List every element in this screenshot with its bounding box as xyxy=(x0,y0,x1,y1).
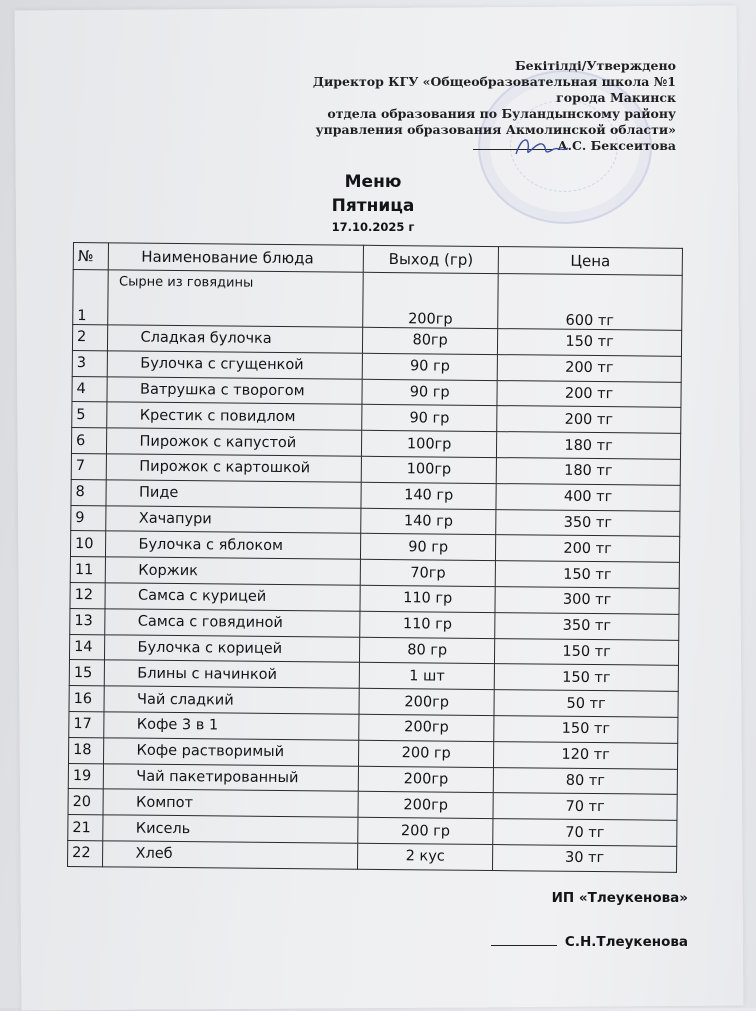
row-output: 100гр xyxy=(361,456,496,483)
row-price: 350 тг xyxy=(496,509,680,537)
row-price: 400 тг xyxy=(496,483,680,511)
row-dish-name: Сырне из говядины xyxy=(108,270,363,327)
row-price: 150 тг xyxy=(494,716,678,744)
row-number: 16 xyxy=(69,686,105,712)
row-number: 1 xyxy=(73,270,109,325)
row-output: 200гр xyxy=(359,714,494,741)
menu-day: Пятница xyxy=(331,196,415,216)
row-dish-name: Сладкая булочка xyxy=(108,325,363,353)
row-output: 200гр xyxy=(358,792,493,819)
approval-administration: управления образования Акмолинской области» xyxy=(315,122,676,137)
row-dish-name: Кисель xyxy=(103,815,358,843)
row-number: 14 xyxy=(69,634,105,660)
row-dish-name: Коржик xyxy=(106,557,361,585)
row-output: 80гр xyxy=(363,327,498,354)
row-number: 13 xyxy=(70,608,106,634)
row-output: 90 гр xyxy=(362,405,497,432)
row-price: 200 тг xyxy=(497,380,681,408)
row-price: 200 тг xyxy=(495,535,679,563)
approval-block xyxy=(256,58,676,154)
table-row xyxy=(73,270,682,331)
row-output: 110 гр xyxy=(360,585,495,612)
row-output: 90 гр xyxy=(362,379,497,406)
row-dish-name: Ватрушка с творогом xyxy=(107,376,362,404)
row-number: 5 xyxy=(72,402,108,428)
row-dish-name: Хачапури xyxy=(106,505,361,533)
row-number: 9 xyxy=(71,505,107,531)
row-output: 200гр xyxy=(363,272,498,328)
row-price: 600 тг xyxy=(498,274,683,331)
row-dish-name: Чай пакетированный xyxy=(104,763,359,791)
row-dish-name: Самса с говядиной xyxy=(105,609,360,637)
row-output: 200 гр xyxy=(358,817,493,844)
header-number: № xyxy=(73,243,109,270)
row-number: 8 xyxy=(71,479,107,505)
row-number: 15 xyxy=(69,660,105,686)
row-number: 6 xyxy=(71,428,107,454)
row-number: 22 xyxy=(68,840,104,866)
row-dish-name: Компот xyxy=(103,789,358,817)
row-price: 150 тг xyxy=(495,561,679,589)
footer-company: ИП «Тлеукенова» xyxy=(551,890,688,906)
row-output: 200гр xyxy=(359,688,494,715)
row-output: 90 гр xyxy=(362,353,497,380)
row-dish-name: Чай сладкий xyxy=(104,686,359,714)
row-number: 3 xyxy=(72,350,108,376)
footer-signer: С.Н.Тлеукенова xyxy=(564,934,688,950)
row-price: 300 тг xyxy=(495,587,679,615)
row-output: 2 кус xyxy=(358,843,493,870)
row-dish-name: Самса с курицей xyxy=(105,583,360,611)
row-output: 1 шт xyxy=(359,663,494,690)
row-price: 200 тг xyxy=(497,406,681,434)
footer-signature-line xyxy=(491,934,688,950)
handwritten-signature xyxy=(512,132,572,162)
row-price: 150 тг xyxy=(494,638,678,666)
row-dish-name: Блины с начинкой xyxy=(105,660,360,688)
row-price: 350 тг xyxy=(495,612,679,640)
row-output: 140 гр xyxy=(361,508,496,535)
approval-signer: А.С. Бексеитова xyxy=(557,138,676,153)
row-output: 110 гр xyxy=(360,611,495,638)
row-price: 30 тг xyxy=(492,844,676,872)
row-number: 7 xyxy=(71,453,107,479)
row-output: 70гр xyxy=(360,559,495,586)
row-dish-name: Пиде xyxy=(106,480,361,508)
row-dish-name: Пирожок с картошкой xyxy=(107,454,362,482)
row-dish-name: Булочка с корицей xyxy=(105,634,360,662)
row-dish-name: Кофе растворимый xyxy=(104,738,359,766)
row-dish-name: Булочка с яблоком xyxy=(106,531,361,559)
row-number: 21 xyxy=(68,815,104,841)
approval-director: Директор КГУ «Общеобразовательная школа №1 xyxy=(312,74,676,89)
row-output: 90 гр xyxy=(361,534,496,561)
row-price: 180 тг xyxy=(496,432,680,460)
row-dish-name: Крестик с повидлом xyxy=(107,402,362,430)
title-block xyxy=(0,172,756,234)
row-dish-name: Хлеб xyxy=(103,841,358,869)
row-price: 150 тг xyxy=(494,664,678,692)
menu-title: Меню xyxy=(344,172,402,192)
menu-table xyxy=(67,242,683,873)
row-number: 20 xyxy=(68,789,104,815)
row-number: 19 xyxy=(68,763,104,789)
row-output: 100гр xyxy=(362,430,497,457)
menu-date: 17.10.2025 г xyxy=(331,220,415,234)
row-number: 17 xyxy=(69,711,105,737)
approval-city: города Макинск xyxy=(556,90,676,105)
row-number: 10 xyxy=(70,531,106,557)
row-output: 200 гр xyxy=(359,740,494,767)
row-price: 50 тг xyxy=(494,690,678,718)
row-price: 180 тг xyxy=(496,458,680,486)
row-dish-name: Кофе 3 в 1 xyxy=(104,712,359,740)
row-price: 150 тг xyxy=(497,329,681,357)
row-number: 4 xyxy=(72,376,108,402)
row-price: 200 тг xyxy=(497,354,681,382)
approval-signature-line xyxy=(256,138,676,154)
row-dish-name: Булочка с сгущенкой xyxy=(108,351,363,379)
row-number: 2 xyxy=(72,325,108,351)
row-price: 70 тг xyxy=(493,793,677,821)
footer-block xyxy=(491,890,688,950)
row-dish-name: Пирожок с капустой xyxy=(107,428,362,456)
row-price: 80 тг xyxy=(493,767,677,795)
header-dish-name: Наименование блюда xyxy=(109,243,364,272)
table-row xyxy=(68,840,677,872)
row-output: 80 гр xyxy=(360,637,495,664)
row-price: 70 тг xyxy=(493,819,677,847)
row-number: 12 xyxy=(70,582,106,608)
approval-heading: Бекітілді/Утверждено xyxy=(514,58,676,73)
approval-department: отдела образования по Буландынскому району xyxy=(327,106,676,121)
row-number: 11 xyxy=(70,557,106,583)
header-price: Цена xyxy=(498,247,682,276)
row-number: 18 xyxy=(68,737,104,763)
header-output: Выход (гр) xyxy=(363,245,498,273)
row-output: 140 гр xyxy=(361,482,496,509)
row-price: 120 тг xyxy=(493,741,677,769)
row-output: 200гр xyxy=(358,766,493,793)
